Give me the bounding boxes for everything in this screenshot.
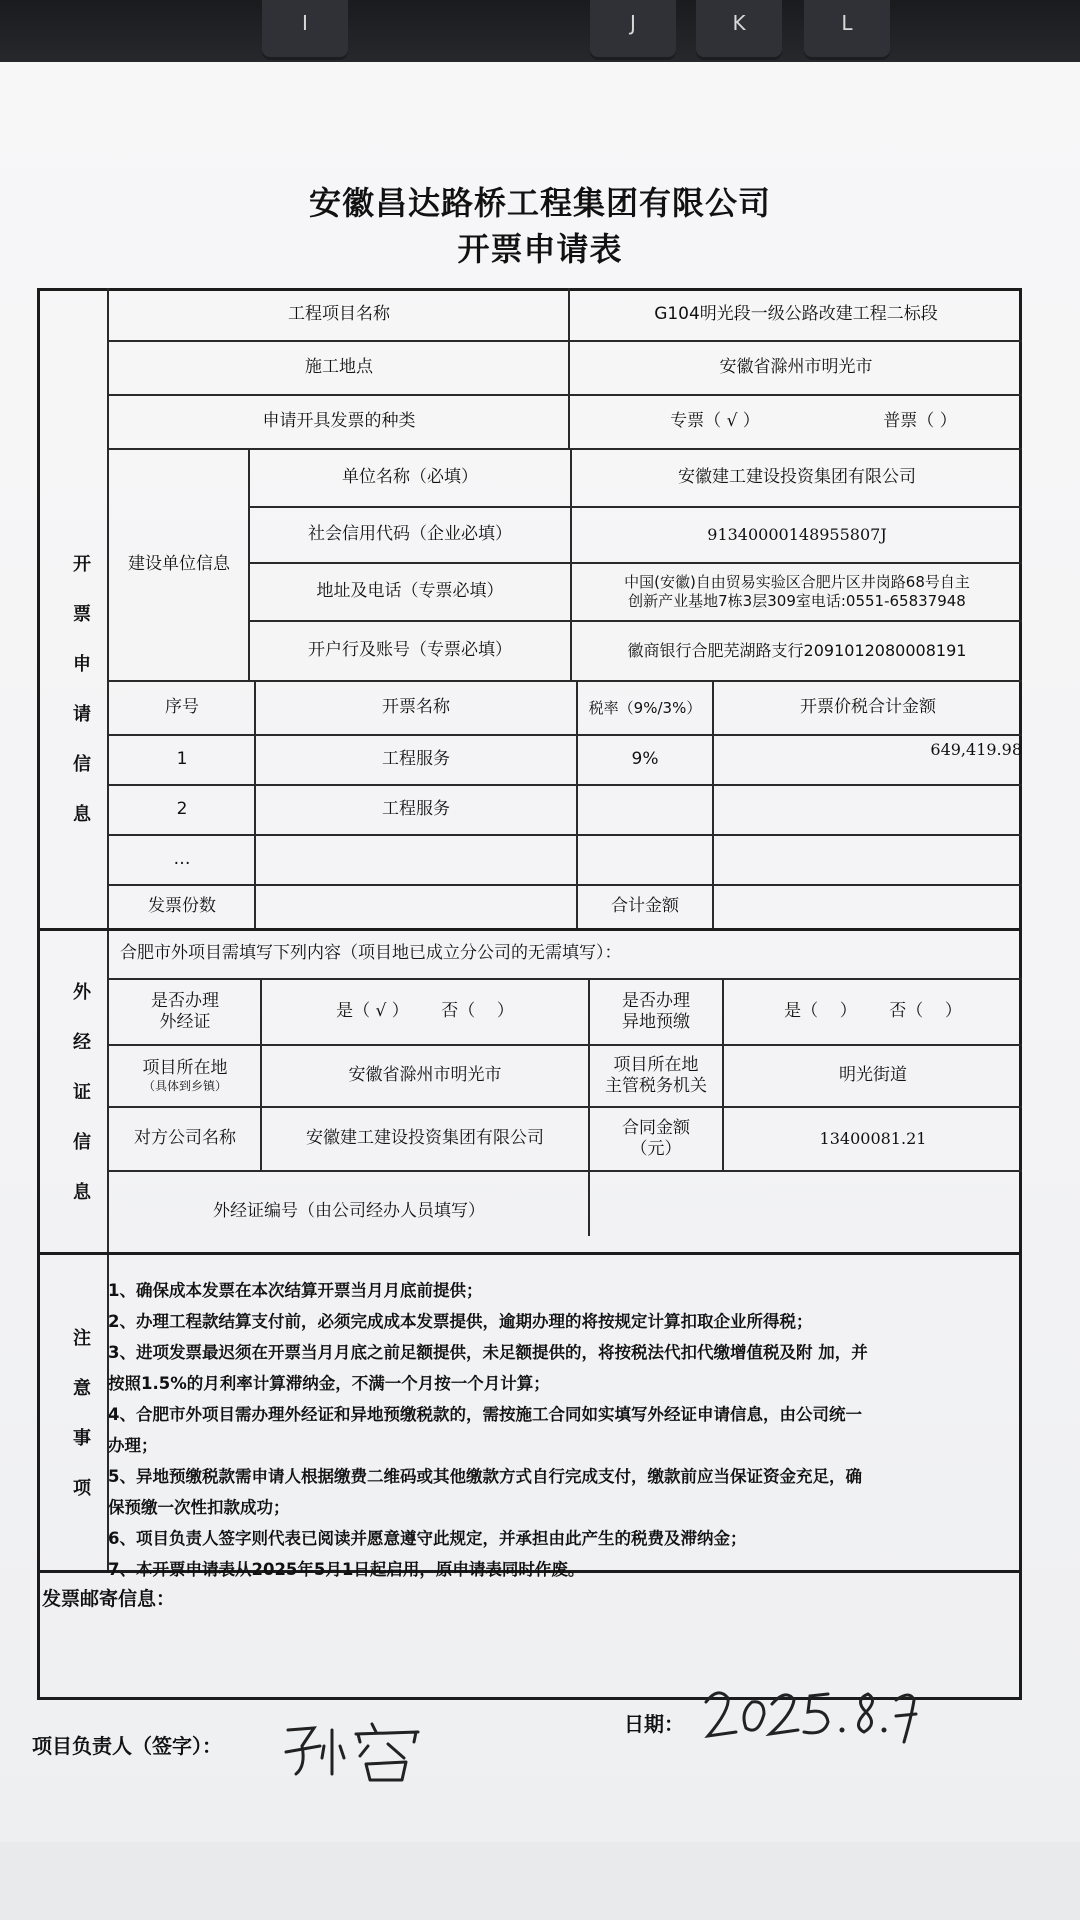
col-header-rate: 税率（9%/3%）: [588, 698, 702, 717]
key-k: K: [696, 0, 782, 60]
note-line: 5、异地预缴税款需申请人根据缴费二维码或其他缴款方式自行完成支付，缴款前应当保证资金充足，确: [108, 1467, 862, 1486]
prepay-question: 是否办理 异地预缴: [622, 990, 690, 1032]
tax-office-value: 明光街道: [839, 1065, 907, 1086]
note-line: 6、项目负责人签字则代表已阅读并愿意遵守此规定，并承担由此产生的税费及滞纳金；: [108, 1529, 747, 1548]
permit-answer: 是（ √ ） 否（ ）: [336, 1001, 514, 1022]
bank-label: 开户行及账号（专票必填）: [308, 640, 512, 661]
note-line: 2、办理工程款结算支付前，必须完成成本发票提供，逾期办理的将按规定计算扣取企业所得税；: [108, 1312, 813, 1331]
total-amount-label: 合计金额: [611, 896, 679, 917]
section-label-notes: 注 意 事 项: [73, 1328, 91, 1499]
handwritten-signature: [280, 1716, 430, 1790]
section-line: [37, 1252, 1022, 1255]
col-header-name: 开票名称: [382, 697, 450, 718]
permit-question: 是否办理 外经证: [151, 990, 219, 1032]
invoice-type-label: 申请开具发票的种类: [262, 411, 416, 432]
note-line: 保预缴一次性扣款成功；: [108, 1498, 290, 1517]
note-line: 3、进项发票最迟须在开票当月月底之前足额提供，未足额提供的，将按税法代扣代缴增值税及附 加，并: [108, 1343, 868, 1362]
note-line: 1、确保成本发票在本次结算开票当月月底前提供；: [108, 1281, 483, 1300]
permit-number-label: 外经证编号（由公司经办人员填写）: [213, 1201, 485, 1222]
key-i: I: [262, 0, 348, 60]
form-title: 开票申请表: [457, 230, 623, 268]
notes-list: [108, 1275, 1020, 1585]
table-row-no: 1: [176, 749, 188, 770]
bank-value: 徽商银行合肥芜湖路支行2091012080008191: [627, 641, 967, 660]
credit-code-value: 91340000148955807J: [707, 525, 887, 544]
tax-office-label: 项目所在地 主管税务机关: [605, 1054, 707, 1096]
note-line: 4、合肥市外项目需办理外经证和异地预缴税款的，需按施工合同如实填写外经证申请信息，由公司统一: [108, 1405, 862, 1424]
section-label-invoice: 开 票 申 请 信 息: [73, 554, 91, 825]
company-title: 安徽昌达路桥工程集团有限公司: [308, 184, 771, 222]
location-label: 施工地点: [305, 357, 373, 378]
builder-group-label: 建设单位信息: [128, 554, 230, 575]
project-place-label: 项目所在地 （具体到乡镇）: [142, 1057, 228, 1094]
unit-name-value: 安徽建工建设投资集团有限公司: [678, 467, 916, 488]
invoice-count-label: 发票份数: [148, 896, 216, 917]
permit-intro: 合肥市外项目需填写下列内容（项目地已成立分公司的无需填写）：: [120, 943, 622, 964]
address-value: 中国(安徽)自由贸易实验区合肥片区井岗路68号自主 创新产业基地7栋3层309室电话:0551-65837948: [624, 573, 970, 610]
project-name-label: 工程项目名称: [288, 304, 390, 325]
date-label: 日期：: [624, 1712, 684, 1736]
location-value: 安徽省滁州市明光市: [719, 357, 873, 378]
table-row-no: …: [173, 849, 191, 870]
note-line: 办理；: [108, 1436, 158, 1455]
table-row-amount: 649,419.98: [930, 740, 1022, 759]
table-row-name: 工程服务: [382, 799, 450, 820]
table-row-name: 工程服务: [382, 749, 450, 770]
special-invoice-option: 专票（ √ ）: [670, 411, 760, 432]
col-header-no: 序号: [165, 697, 199, 718]
prepay-answer: 是（ ） 否（ ）: [784, 1001, 962, 1022]
address-label: 地址及电话（专票必填）: [316, 581, 504, 602]
counterparty-label: 对方公司名称: [134, 1128, 236, 1149]
counterparty-value: 安徽建工建设投资集团有限公司: [306, 1128, 544, 1149]
table-row-no: 2: [176, 799, 188, 820]
note-line: 按照1.5%的月利率计算滞纳金，不满一个月按一个月计算；: [108, 1374, 550, 1393]
section-label-permit: 外 经 证 信 息: [73, 982, 91, 1203]
key-l: L: [804, 0, 890, 60]
contract-amount-value: 13400081.21: [819, 1129, 927, 1148]
table-row-rate: 9%: [631, 749, 659, 770]
note-line: 7、本开票申请表从2025年5月1日起启用，原申请表同时作废。: [108, 1560, 585, 1579]
col-header-amount: 开票价税合计金额: [800, 697, 936, 718]
project-name-value: G104明光段一级公路改建工程二标段: [654, 304, 938, 325]
signer-label: 项目负责人（签字）：: [32, 1734, 222, 1758]
key-j: J: [590, 0, 676, 60]
mailing-info-label: 发票邮寄信息：: [42, 1588, 176, 1610]
contract-amount-label: 合同金额 （元）: [622, 1117, 690, 1159]
project-place-value: 安徽省滁州市明光市: [348, 1065, 502, 1086]
normal-invoice-option: 普票（ ）: [883, 411, 957, 432]
handwritten-date: [700, 1680, 930, 1754]
unit-name-label: 单位名称（必填）: [342, 467, 478, 488]
credit-code-label: 社会信用代码（企业必填）: [308, 524, 512, 545]
